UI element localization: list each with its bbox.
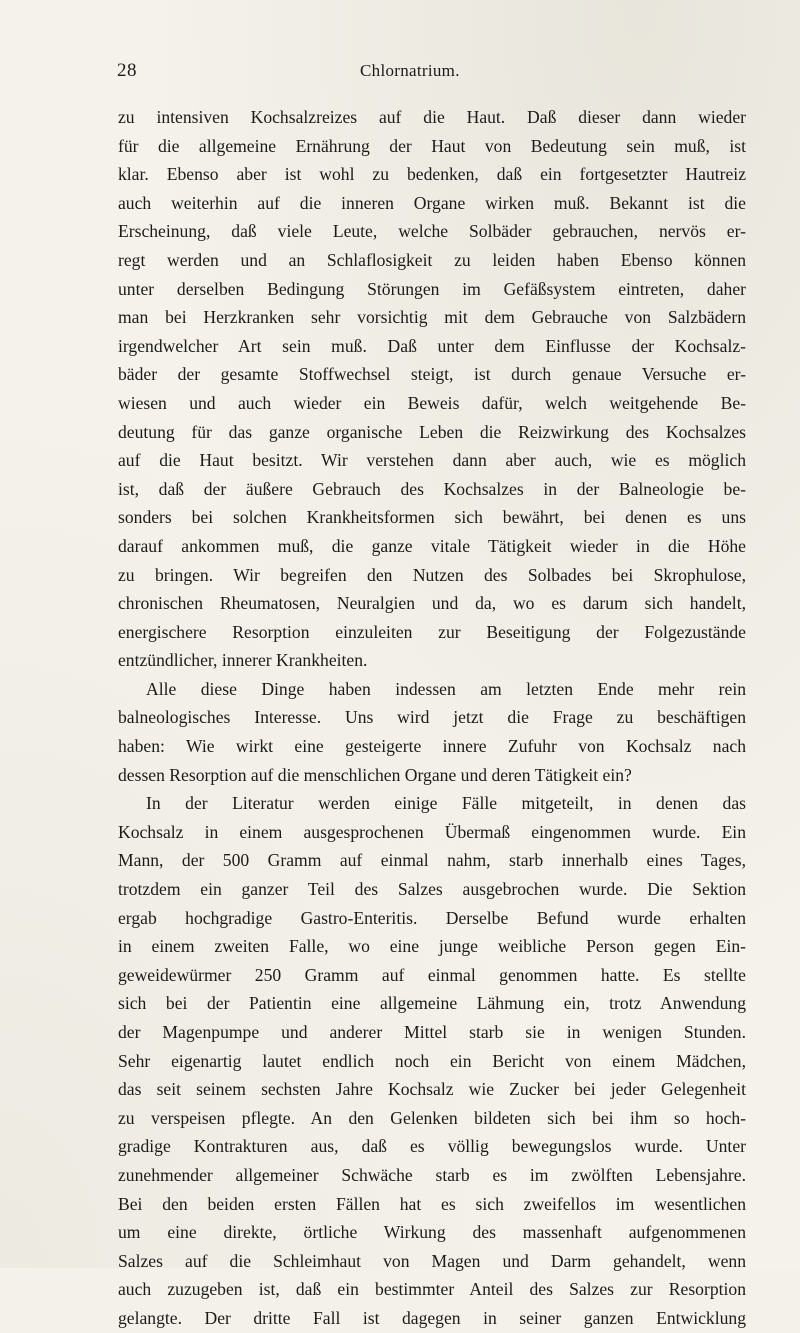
- text-line: sonders bei solchen Krankheitsformen sich bewährt, bei denen es uns: [118, 507, 746, 528]
- text-line: trotzdem ein ganzer Teil des Salzes ausgebrochen wurde. Die Sektion: [118, 879, 746, 900]
- text-line: der Magenpumpe und anderer Mittel starb sie in wenigen Stunden.: [118, 1022, 746, 1042]
- text-line: haben: Wie wirkt eine gesteigerte innere Zufuhr von Kochsalz nach: [118, 736, 746, 757]
- text-line: regt werden und an Schlaflosigkeit zu leiden haben Ebenso können: [118, 249, 746, 270]
- text-line: irgendwelcher Art sein muß. Daß unter dem Einflusse der Kochsalz-: [118, 335, 746, 356]
- text-line: wiesen und auch wieder ein Beweis dafür, welch weitgehende Be-: [118, 392, 746, 413]
- text-line: zu verspeisen pflegte. An den Gelenken bildeten sich bei ihm so hoch-: [118, 1107, 746, 1128]
- page-number: 28: [117, 60, 137, 81]
- text-line: geweidewürmer 250 Gramm auf einmal genommen hatte. Es stellte: [118, 964, 746, 985]
- text-line: sich bei der Patientin eine allgemeine Lähmung ein, trotz Anwendung: [118, 993, 746, 1014]
- text-line: Salzes auf die Schleimhaut von Magen und Darm gehandelt, wenn: [118, 1250, 746, 1271]
- text-line: Kochsalz in einem ausgesprochenen Übermaß eingenommen wurde. Ein: [118, 821, 746, 842]
- text-line: das seit seinem sechsten Jahre Kochsalz wie Zucker bei jeder Gelegenheit: [118, 1079, 746, 1100]
- text-line: balneologisches Interesse. Uns wird jetzt die Frage zu beschäftigen: [118, 707, 746, 728]
- text-line: entzündlicher, innerer Krankheiten.: [118, 650, 368, 671]
- running-head: [0, 60, 800, 84]
- running-title: Chlornatrium.: [360, 61, 460, 80]
- text-line: In der Literatur werden einige Fälle mitgeteilt, in denen das: [146, 793, 746, 814]
- text-line: zunehmender allgemeiner Schwäche starb es im zwölften Lebensjahre.: [118, 1164, 746, 1185]
- text-line: klar. Ebenso aber ist wohl zu bedenken, daß ein fortgesetzter Hautreiz: [118, 164, 746, 185]
- text-line: in einem zweiten Falle, wo eine junge weibliche Person gegen Ein-: [118, 936, 746, 957]
- text-line: ergab hochgradige Gastro-Enteritis. Derselbe Befund wurde erhalten: [118, 907, 746, 928]
- text-line: ist, daß der äußere Gebrauch des Kochsalzes in der Balneologie be-: [118, 478, 746, 499]
- text-line: für die allgemeine Ernährung der Haut von Bedeutung sein muß, ist: [118, 135, 746, 156]
- text-line: dessen Resorption auf die menschlichen Organe und deren Tätigkeit ein?: [118, 764, 632, 785]
- text-line: chronischen Rheumatosen, Neuralgien und da, wo es darum sich handelt,: [118, 593, 746, 614]
- text-line: auf die Haut besitzt. Wir verstehen dann aber auch, wie es möglich: [118, 450, 746, 471]
- body-text: [118, 103, 746, 1333]
- text-line: um eine direkte, örtliche Wirkung des massenhaft aufgenommenen: [118, 1222, 746, 1243]
- text-line: Bei den beiden ersten Fällen hat es sich zweifellos im wesentlichen: [118, 1193, 746, 1214]
- paragraph: [118, 675, 746, 789]
- paragraph: [118, 789, 746, 1332]
- text-line: darauf ankommen muß, die ganze vitale Tätigkeit wieder in die Höhe: [118, 535, 746, 556]
- text-line: gelangte. Der dritte Fall ist dagegen in seiner ganzen Entwicklung: [118, 1307, 746, 1328]
- text-line: Alle diese Dinge haben indessen am letzten Ende mehr rein: [146, 678, 746, 699]
- text-line: gradige Kontrakturen aus, daß es völlig bewegungslos wurde. Unter: [118, 1136, 746, 1157]
- text-line: man bei Herzkranken sehr vorsichtig mit dem Gebrauche von Salzbädern: [118, 307, 746, 328]
- text-line: Sehr eigenartig lautet endlich noch ein Bericht von einem Mädchen,: [118, 1050, 746, 1071]
- text-line: unter derselben Bedingung Störungen im Gefäßsystem eintreten, daher: [118, 278, 746, 299]
- paragraph: [118, 103, 746, 675]
- text-line: energischere Resorption einzuleiten zur Beseitigung der Folgezustände: [118, 621, 746, 642]
- text-line: Mann, der 500 Gramm auf einmal nahm, starb innerhalb eines Tages,: [118, 850, 746, 871]
- text-line: zu bringen. Wir begreifen den Nutzen des Solbades bei Skrophulose,: [118, 564, 746, 585]
- text-line: auch zuzugeben ist, daß ein bestimmter Anteil des Salzes zur Resorption: [118, 1279, 746, 1300]
- text-line: deutung für das ganze organische Leben die Reizwirkung des Kochsalzes: [118, 421, 746, 442]
- text-line: auch weiterhin auf die inneren Organe wirken muß. Bekannt ist die: [118, 192, 746, 213]
- text-line: bäder der gesamte Stoffwechsel steigt, ist durch genaue Versuche er-: [118, 364, 746, 385]
- text-line: zu intensiven Kochsalzreizes auf die Haut. Daß dieser dann wieder: [118, 107, 746, 127]
- text-line: Erscheinung, daß viele Leute, welche Solbäder gebrauchen, nervös er-: [118, 221, 746, 242]
